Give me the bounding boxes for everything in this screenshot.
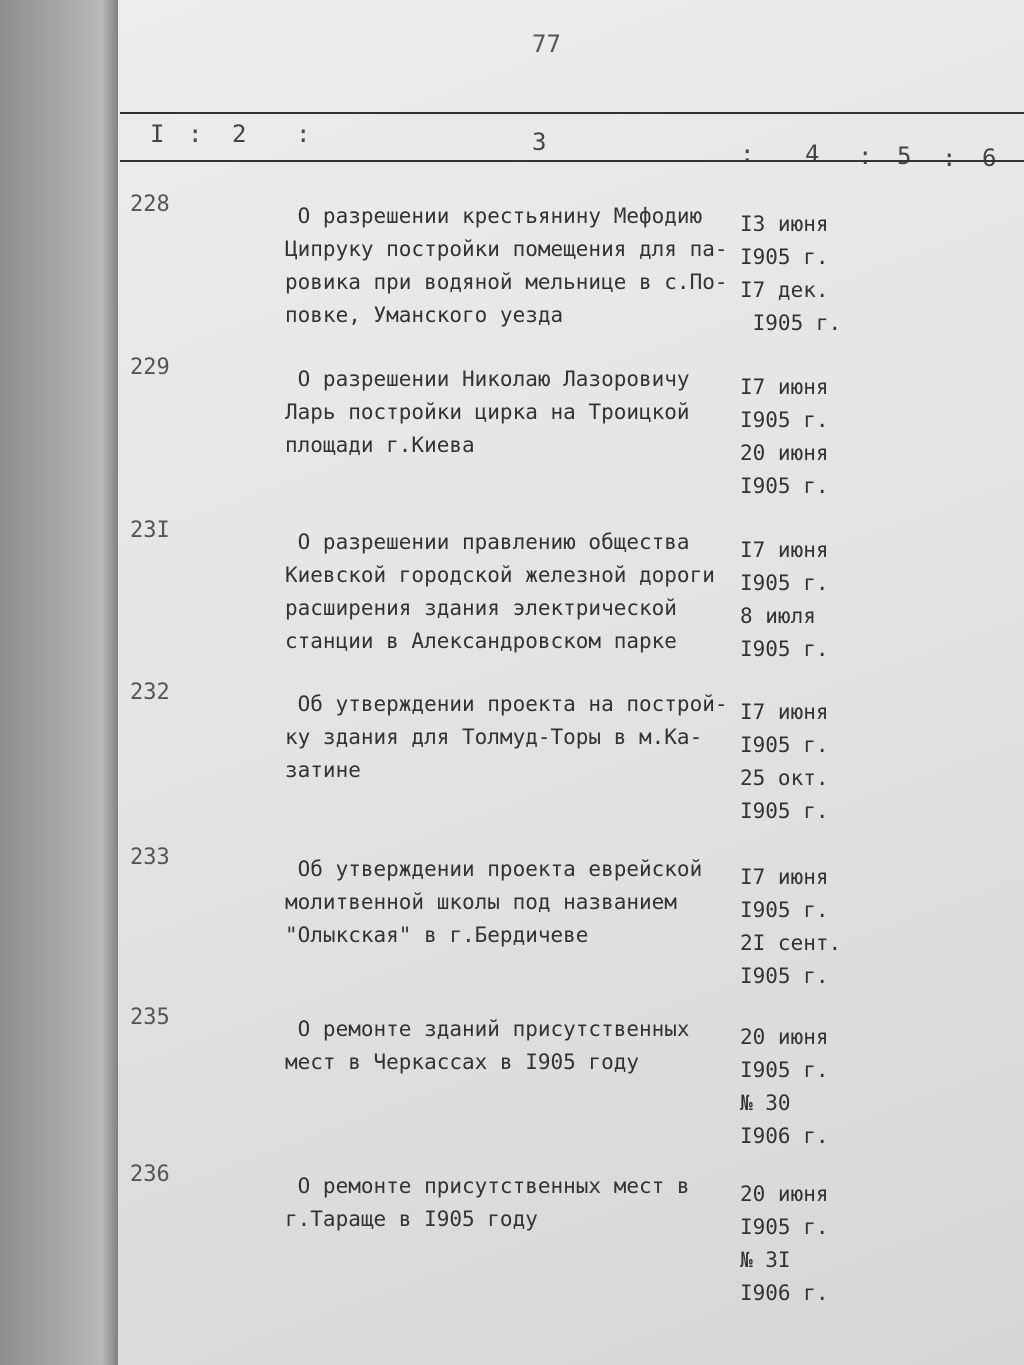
date-line: 25 окт.	[740, 766, 829, 790]
entry-dates	[740, 534, 850, 666]
description-line: Киевской городской железной дороги	[285, 563, 715, 587]
entry-number: 23I	[130, 518, 170, 543]
description-line: г.Таращe в I905 году	[285, 1207, 538, 1231]
date-line: № 30	[740, 1091, 791, 1115]
description-line: мест в Черкассах в I905 году	[285, 1050, 640, 1074]
column-separator: :	[740, 140, 755, 168]
description-line: О разрешении Николаю Лазоровичу	[285, 367, 690, 391]
entry-number: 233	[130, 845, 170, 870]
column-header-3: 3	[532, 128, 547, 156]
entry-dates	[740, 208, 850, 340]
date-line: I905 г.	[740, 1058, 829, 1082]
date-line: I7 июня	[740, 700, 829, 724]
date-line: I905 г.	[740, 637, 829, 661]
date-line: I905 г.	[740, 245, 829, 269]
description-line: О ремонте присутственных мест в	[285, 1174, 690, 1198]
description-line: площади г.Киева	[285, 433, 475, 457]
date-line: I7 июня	[740, 538, 829, 562]
header-bottom-rule	[120, 160, 1024, 162]
entry-description	[285, 1170, 755, 1236]
date-line: № 3I	[740, 1248, 791, 1272]
description-line: "Олыкская" в г.Бердичеве	[285, 923, 589, 947]
column-header-1: I	[150, 120, 165, 148]
page-number: 77	[532, 30, 561, 58]
date-line: I906 г.	[740, 1281, 829, 1305]
description-line: ровика при водяной мельнице в с.По-	[285, 270, 728, 294]
date-line: I905 г.	[740, 1215, 829, 1239]
entry-dates	[740, 1178, 850, 1310]
date-line: I905 г.	[740, 408, 829, 432]
entry-number: 229	[130, 355, 170, 380]
entry-description	[285, 688, 755, 787]
description-line: Об утверждении проекта еврейской	[285, 857, 703, 881]
entry-description	[285, 200, 755, 332]
column-separator: :	[858, 142, 873, 170]
column-header-5: 5	[897, 142, 912, 170]
description-line: молитвенной школы под названием	[285, 890, 677, 914]
description-line: повке, Уманского уезда	[285, 303, 564, 327]
column-separator: :	[942, 144, 957, 172]
date-line: I7 июня	[740, 865, 829, 889]
entry-description	[285, 363, 755, 462]
column-separator: :	[296, 120, 311, 148]
date-line: I7 июня	[740, 375, 829, 399]
entry-dates	[740, 696, 850, 828]
description-line: Об утверждении проекта на построй-	[285, 692, 728, 716]
column-header-6: 6	[982, 144, 997, 172]
date-line: I905 г.	[740, 898, 829, 922]
description-line: Ларь постройки цирка на Троицкой	[285, 400, 690, 424]
date-line: 20 июня	[740, 441, 829, 465]
date-line: I905 г.	[740, 799, 829, 823]
description-line: О разрешении крестьянину Мефодию	[285, 204, 703, 228]
description-line: О ремонте зданий присутственных	[285, 1017, 690, 1041]
column-separator: :	[188, 120, 203, 148]
entry-description	[285, 526, 755, 658]
entry-number: 236	[130, 1162, 170, 1187]
description-line: О разрешении правлению общества	[285, 530, 690, 554]
date-line: I3 июня	[740, 212, 829, 236]
column-header-2: 2	[232, 120, 247, 148]
description-line: расширения здания электрической	[285, 596, 677, 620]
description-line: станции в Александровском парке	[285, 629, 677, 653]
date-line: 2I сент.	[740, 931, 842, 955]
previous-page-edge	[0, 0, 120, 1365]
entry-dates	[740, 371, 850, 503]
date-line: I905 г.	[740, 474, 829, 498]
entry-number: 232	[130, 680, 170, 705]
date-line: I905 г.	[740, 571, 829, 595]
entry-description	[285, 1013, 755, 1079]
column-header-4: 4	[805, 140, 820, 168]
date-line: I906 г.	[740, 1124, 829, 1148]
date-line: 20 июня	[740, 1182, 829, 1206]
description-line: затине	[285, 758, 361, 782]
date-line: I905 г.	[740, 733, 829, 757]
date-line: I7 дек.	[740, 278, 829, 302]
entry-dates	[740, 861, 850, 993]
date-line: 20 июня	[740, 1025, 829, 1049]
entry-description	[285, 853, 755, 952]
date-line: I905 г.	[740, 311, 842, 335]
header-top-rule	[120, 112, 1024, 114]
description-line: ку здания для Толмуд-Торы в м.Ка-	[285, 725, 703, 749]
entry-dates	[740, 1021, 850, 1153]
entry-number: 235	[130, 1005, 170, 1030]
date-line: 8 июля	[740, 604, 816, 628]
description-line: Ципруку постройки помещения для па-	[285, 237, 728, 261]
date-line: I905 г.	[740, 964, 829, 988]
entry-number: 228	[130, 192, 170, 217]
